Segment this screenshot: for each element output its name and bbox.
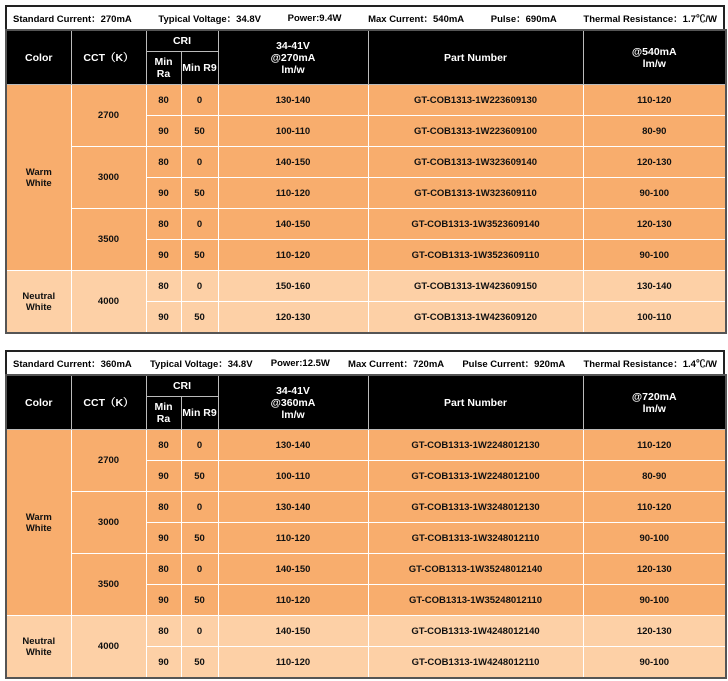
table-row xyxy=(6,492,726,523)
flux-low-cell: 130-140 xyxy=(218,85,368,116)
flux-high-cell: 90-100 xyxy=(583,585,726,616)
min-ra-cell: 90 xyxy=(146,585,181,616)
min-ra-cell: 80 xyxy=(146,271,181,302)
table-row xyxy=(6,430,726,461)
flux-low-cell: 110-120 xyxy=(218,240,368,271)
spec-typical-voltage: Typical Voltage：34.8V xyxy=(158,14,261,25)
spec-table-block xyxy=(5,5,725,334)
min-r9-cell: 0 xyxy=(181,147,218,178)
part-number-cell: GT-COB1313-1W423609150 xyxy=(368,271,583,302)
part-number-cell: GT-COB1313-1W323609110 xyxy=(368,178,583,209)
min-r9-cell: 0 xyxy=(181,554,218,585)
spec-power: Power:9.4W xyxy=(287,12,342,24)
flux-low-cell: 100-110 xyxy=(218,461,368,492)
min-r9-cell: 50 xyxy=(181,178,218,209)
color-cell: Neutral White xyxy=(6,616,71,679)
spec-bar xyxy=(5,350,725,374)
flux-low-cell: 140-150 xyxy=(218,616,368,647)
header-min-r9: Min R9 xyxy=(181,52,218,85)
header-cct: CCT（K） xyxy=(71,375,146,430)
flux-low-cell: 150-160 xyxy=(218,271,368,302)
flux-high-cell: 100-110 xyxy=(583,302,726,334)
flux-high-cell: 90-100 xyxy=(583,647,726,679)
part-number-cell: GT-COB1313-1W423609120 xyxy=(368,302,583,334)
table-row xyxy=(6,554,726,585)
flux-high-cell: 120-130 xyxy=(583,147,726,178)
flux-high-cell: 90-100 xyxy=(583,178,726,209)
min-ra-cell: 80 xyxy=(146,430,181,461)
cct-cell: 3000 xyxy=(71,147,146,209)
min-ra-cell: 90 xyxy=(146,116,181,147)
header-flux-low: 34-41V @270mA lm/w xyxy=(218,30,368,85)
min-r9-cell: 50 xyxy=(181,647,218,679)
flux-low-cell: 110-120 xyxy=(218,523,368,554)
table-row xyxy=(6,616,726,647)
flux-high-cell: 90-100 xyxy=(583,240,726,271)
part-number-cell: GT-COB1313-1W35248012110 xyxy=(368,585,583,616)
min-ra-cell: 90 xyxy=(146,523,181,554)
spec-thermal-resistance: Thermal Resistance：1.4℃/W xyxy=(583,359,718,370)
min-r9-cell: 0 xyxy=(181,271,218,302)
spec-max-current: Max Current：540mA xyxy=(368,14,465,25)
part-number-cell: GT-COB1313-1W3523609140 xyxy=(368,209,583,240)
header-min-r9: Min R9 xyxy=(181,397,218,430)
table-row xyxy=(6,85,726,116)
flux-high-cell: 110-120 xyxy=(583,492,726,523)
flux-low-cell: 100-110 xyxy=(218,116,368,147)
min-r9-cell: 0 xyxy=(181,430,218,461)
min-ra-cell: 90 xyxy=(146,647,181,679)
min-r9-cell: 0 xyxy=(181,492,218,523)
header-color: Color xyxy=(6,375,71,430)
min-r9-cell: 50 xyxy=(181,585,218,616)
flux-high-cell: 110-120 xyxy=(583,85,726,116)
part-number-cell: GT-COB1313-1W223609130 xyxy=(368,85,583,116)
min-ra-cell: 90 xyxy=(146,302,181,334)
cct-cell: 3000 xyxy=(71,492,146,554)
min-r9-cell: 50 xyxy=(181,523,218,554)
min-ra-cell: 90 xyxy=(146,461,181,492)
min-r9-cell: 50 xyxy=(181,461,218,492)
min-r9-cell: 0 xyxy=(181,209,218,240)
flux-low-cell: 140-150 xyxy=(218,554,368,585)
color-cell: Neutral White xyxy=(6,271,71,334)
cct-cell: 2700 xyxy=(71,430,146,492)
min-ra-cell: 80 xyxy=(146,85,181,116)
part-number-cell: GT-COB1313-1W4248012140 xyxy=(368,616,583,647)
min-r9-cell: 0 xyxy=(181,85,218,116)
flux-low-cell: 140-150 xyxy=(218,209,368,240)
header-flux-high: @540mA lm/w xyxy=(583,30,726,85)
header-flux-high: @720mA lm/w xyxy=(583,375,726,430)
spec-table xyxy=(5,29,727,334)
flux-high-cell: 120-130 xyxy=(583,616,726,647)
color-cell: Warm White xyxy=(6,430,71,616)
flux-high-cell: 120-130 xyxy=(583,554,726,585)
flux-low-cell: 110-120 xyxy=(218,647,368,679)
header-min-ra: Min Ra xyxy=(146,397,181,430)
min-ra-cell: 90 xyxy=(146,178,181,209)
flux-low-cell: 130-140 xyxy=(218,492,368,523)
color-cell: Warm White xyxy=(6,85,71,271)
part-number-cell: GT-COB1313-1W323609140 xyxy=(368,147,583,178)
part-number-cell: GT-COB1313-1W35248012140 xyxy=(368,554,583,585)
spec-power: Power:12.5W xyxy=(270,357,330,369)
spec-standard-current: Standard Current：270mA xyxy=(13,14,132,25)
part-number-cell: GT-COB1313-1W4248012110 xyxy=(368,647,583,679)
header-color: Color xyxy=(6,30,71,85)
cct-cell: 3500 xyxy=(71,554,146,616)
min-ra-cell: 80 xyxy=(146,616,181,647)
min-ra-cell: 80 xyxy=(146,209,181,240)
header-flux-low: 34-41V @360mA lm/w xyxy=(218,375,368,430)
min-r9-cell: 50 xyxy=(181,302,218,334)
min-ra-cell: 90 xyxy=(146,240,181,271)
min-r9-cell: 0 xyxy=(181,616,218,647)
part-number-cell: GT-COB1313-1W3248012110 xyxy=(368,523,583,554)
cct-cell: 2700 xyxy=(71,85,146,147)
spec-thermal-resistance: Thermal Resistance：1.7℃/W xyxy=(583,14,717,25)
flux-low-cell: 140-150 xyxy=(218,147,368,178)
spec-typical-voltage: Typical Voltage：34.8V xyxy=(149,359,253,370)
header-cri: CRI xyxy=(146,375,218,397)
spec-table xyxy=(5,374,727,679)
part-number-cell: GT-COB1313-1W3248012130 xyxy=(368,492,583,523)
part-number-cell: GT-COB1313-1W223609100 xyxy=(368,116,583,147)
table-row xyxy=(6,147,726,178)
flux-high-cell: 90-100 xyxy=(583,523,726,554)
flux-low-cell: 120-130 xyxy=(218,302,368,334)
cct-cell: 4000 xyxy=(71,271,146,334)
flux-high-cell: 110-120 xyxy=(583,430,726,461)
cct-cell: 3500 xyxy=(71,209,146,271)
spec-pulse: Pulse：690mA xyxy=(490,14,557,25)
min-r9-cell: 50 xyxy=(181,240,218,271)
min-ra-cell: 80 xyxy=(146,147,181,178)
header-part-number: Part Number xyxy=(368,375,583,430)
spec-table-block xyxy=(5,350,725,679)
flux-high-cell: 80-90 xyxy=(583,116,726,147)
flux-high-cell: 120-130 xyxy=(583,209,726,240)
part-number-cell: GT-COB1313-1W2248012130 xyxy=(368,430,583,461)
cct-cell: 4000 xyxy=(71,616,146,679)
header-part-number: Part Number xyxy=(368,30,583,85)
table-row xyxy=(6,209,726,240)
header-cri: CRI xyxy=(146,30,218,52)
part-number-cell: GT-COB1313-1W2248012100 xyxy=(368,461,583,492)
min-ra-cell: 80 xyxy=(146,554,181,585)
header-min-ra: Min Ra xyxy=(146,52,181,85)
min-r9-cell: 50 xyxy=(181,116,218,147)
spec-bar xyxy=(5,5,725,29)
flux-low-cell: 110-120 xyxy=(218,178,368,209)
spec-max-current: Max Current：720mA xyxy=(348,359,445,370)
min-ra-cell: 80 xyxy=(146,492,181,523)
part-number-cell: GT-COB1313-1W3523609110 xyxy=(368,240,583,271)
flux-high-cell: 130-140 xyxy=(583,271,726,302)
flux-high-cell: 80-90 xyxy=(583,461,726,492)
table-row xyxy=(6,271,726,302)
header-cct: CCT（K） xyxy=(71,30,146,85)
spec-pulse: Pulse Current：920mA xyxy=(462,359,566,370)
flux-low-cell: 130-140 xyxy=(218,430,368,461)
flux-low-cell: 110-120 xyxy=(218,585,368,616)
spec-standard-current: Standard Current：360mA xyxy=(13,359,132,370)
